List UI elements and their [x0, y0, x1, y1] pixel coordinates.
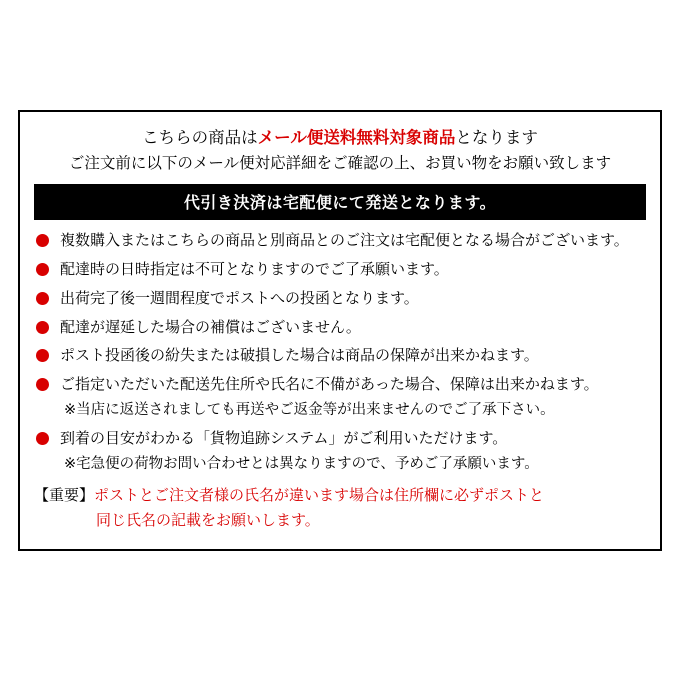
list-item-subtext: ※当店に返送されましても再送やご返金等が出来ませんのでご了承下さい。 — [64, 401, 555, 418]
list-item-text: 複数購入またはこちらの商品と別商品とのご注文は宅配便となる場合がございます。 — [60, 232, 629, 250]
bullet-dot-icon — [36, 378, 49, 391]
list-item-text: ご指定いただいた配送先住所や氏名に不備があった場合、保障は出来かねます。 — [60, 376, 599, 394]
list-item-text: 到着の目安がわかる「貨物追跡システム」がご利用いただけます。 — [60, 429, 508, 447]
bullet-dot-icon — [36, 292, 49, 305]
notice-header-line2: ご注文前に以下のメール便対応詳細をご確認の上、お買い物をお願い致します — [68, 154, 612, 172]
list-item — [34, 317, 646, 339]
notice-bullet-list — [34, 230, 646, 474]
list-item — [34, 230, 646, 252]
notice-header-highlight: メール便送料無料対象商品 — [257, 129, 456, 147]
bullet-dot-icon — [36, 234, 49, 247]
bullet-dot-icon — [36, 349, 49, 362]
list-item-subtext: ※宅急便の荷物お問い合わせとは異なりますので、予めご了承願います。 — [64, 455, 539, 472]
list-item — [34, 345, 646, 367]
cash-on-delivery-band: 代引き決済は宅配便にて発送となります。 — [34, 184, 646, 220]
bullet-dot-icon — [36, 321, 49, 334]
list-item-text: 配達が遅延した場合の補償はございません。 — [60, 318, 361, 336]
notice-header-line1-post: となります — [455, 129, 538, 147]
list-item — [34, 428, 646, 475]
important-line2: 同じ氏名の記載をお願いします。 — [96, 512, 320, 530]
list-item-text: 出荷完了後一週間程度でポストへの投函となります。 — [60, 289, 419, 307]
bullet-dot-icon — [36, 263, 49, 276]
list-item-text: 配達時の日時指定は不可となりますのでご了承願います。 — [60, 261, 449, 279]
list-item — [34, 374, 646, 421]
mail-shipping-notice-box — [18, 110, 662, 551]
notice-header-line1 — [34, 126, 646, 152]
notice-header-line1-pre: こちらの商品は — [142, 129, 258, 147]
notice-header — [34, 126, 646, 176]
important-label: 【重要】 — [34, 486, 95, 504]
list-item — [34, 259, 646, 281]
important-notice — [34, 485, 646, 533]
bullet-dot-icon — [36, 432, 49, 445]
list-item-text: ポスト投函後の紛失または破損した場合は商品の保障が出来かねます。 — [60, 347, 539, 365]
list-item — [34, 288, 646, 310]
important-line1: ポストとご注文者様の氏名が違います場合は住所欄に必ずポストと — [94, 486, 545, 504]
